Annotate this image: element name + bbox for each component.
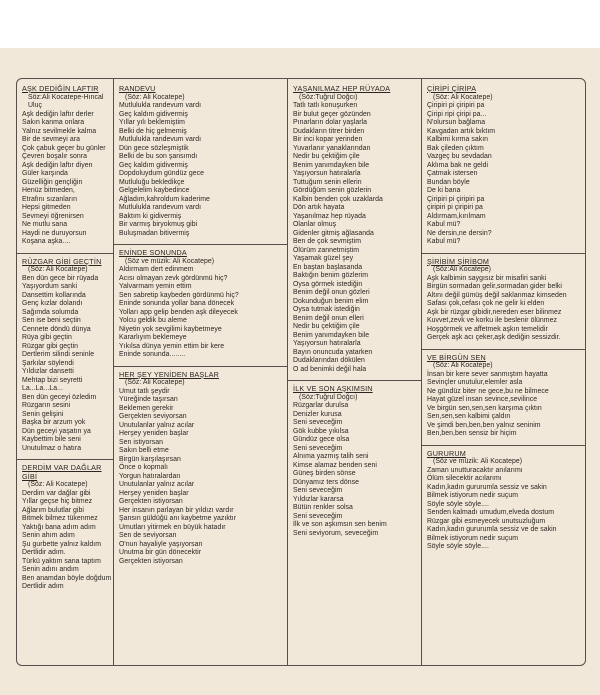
lyric-line: Aşk dediğin laftır derler [22,110,94,118]
song-title: YAŞANILMAZ HEP RÜYADA [293,84,391,93]
song-divider [422,445,585,446]
lyric-line: Sağımda solumda [22,308,79,316]
lyric-line: Hepsi gitmeden [22,204,71,211]
lyric-line: Çiripiri pi çiripiri pa [427,195,485,203]
lyric-line: Nedir bu çektiğim çile [293,323,360,330]
lyric-line: Belki de hiç gelmemiş [119,127,187,135]
lyric-line: Birgün karşılaşırsan [119,455,181,463]
lyric-line: Ölüm silecektir acılarımı [427,475,502,482]
lyric-line: Bayın onuncuda yatarken [293,348,373,356]
lyric-line: Seni seviyorum, seveceğim [293,529,379,537]
lyric-line: Sen de seviyorsan [119,532,177,539]
lyric-line: Kimse alamaz benden seni [293,461,377,469]
lyric-line: Dudakların titrer birden [293,127,365,135]
lyric-line: Rüzgar gibi esmeyecek unutsuzluğum [427,517,546,525]
lyric-line: Gerçekten seviyorsan [119,413,187,420]
lyric-line: Kuvvet,zevk ve korku ile beslenir ölünmez [427,317,557,324]
song-block [119,371,283,567]
lyric-line: Kabul mü? [427,238,461,245]
lyric-line: Senin ahım adım [22,532,75,539]
lyric-line: Unutulmaz o hatıra [22,444,82,452]
lyric-line: Haydi ne duruyorsun [22,229,87,237]
lyric-line: Alnıma yazmış talih seni [293,453,369,460]
lyric-line: Çiripi ripi çiripi pa... [427,110,487,118]
lyric-line: Cennete döndü dünya [22,325,91,333]
lyric-line: Unutulanlar yalnız acılar [119,421,195,429]
lyric-line: Kabul mü? [427,221,461,228]
lyric-line: Oysa tutmak istediğin [293,306,360,313]
lyric-line: İnsan bir kere sever sanmıştım hayatta [427,370,548,378]
song-block [293,385,417,538]
lyric-line: Mutlulukla randevum vardı [119,136,202,143]
song-credit: Söz:Ali Kocatepe-Hıncal Uluç [28,93,104,109]
lyric-line: Mutlulukla randevum vardı [119,102,202,109]
lyric-line: La...La...La... [22,385,63,392]
lyric-line: Dün geceyi yaşatın ya [22,427,91,435]
song-credit: (Söz: Ali Kocatepe) [28,481,88,488]
lyric-line: Belki de bu son şansımdı [119,153,198,160]
top-margin [0,0,600,48]
lyric-line: Ağlarım bulutlar gibi [22,506,84,514]
song-divider [422,349,585,350]
lyric-line: Sakın kanma onlara [22,119,85,126]
lyric-line: Bir inci kopar yerinden [293,136,363,143]
lyric-line: Rüzgarlar durulsa [293,402,349,409]
lyric-line: Senin gelişini [22,410,64,418]
lyric-line: Kararlıyım beklemeye [119,334,187,341]
lyric-line: Aşk dediğin laftır diyen [22,161,93,169]
lyric-line: Bundan böyle [427,178,470,186]
lyric-line: Unutulanlar yalnız acılar [119,481,195,488]
lyric-line: Dertlidir adım [22,583,64,590]
lyric-line: Dertlidir adım. [22,549,66,556]
lyric-line: Kavgadan artık bıktım [427,127,496,135]
lyric-line: Seni seveceğim [293,512,343,520]
column-1 [17,79,113,665]
lyric-line: Sen,sen,sen kalbimi çaldın [427,413,511,420]
lyric-line: Yolcu geldik bu aleme [119,317,187,324]
lyric-line: Çatmak istersen [427,170,478,177]
lyric-line: İlk ve son aşkımsın sen benim [293,521,387,528]
lyric-line: Vazgeç bu sevdadan [427,153,492,160]
lyric-line: Gerçekten istiyorsan [119,557,183,565]
lyric-line: Baktığın benim gözlerim [293,272,369,279]
lyric-line: Yaktığı bana adım adım [22,523,96,531]
lyric-line: Dertlerim silindi seninle [22,351,95,358]
lyric-line: Benim yanımdayken bile [293,161,370,169]
lyric-line: Ben,ben,ben sensiz bir hiçim [427,430,517,437]
lyric-line: Safası çok,cefası çok ne gelir ki elden [427,300,545,307]
lyric-line: Birgün sormadan gelir,sormadan gider belki [427,283,563,290]
lyric-line: Ve şimdi ben,ben,ben yalnız seninim [427,421,541,429]
song-divider [17,459,113,460]
song-block [22,463,112,592]
song-credit: (Söz ve müzik: Ali Kocatepe) [433,458,523,465]
lyric-line: Gerçek aşk acı çeker,aşk dediğin sessizdir. [427,334,561,341]
lyric-line: Benim yanımdayken bile [293,331,370,339]
lyrics-frame [16,78,586,666]
lyric-line: Dansettim kollarında [22,291,86,299]
song-divider [422,253,585,254]
lyric-line: Dünyamız ters dönse [293,478,360,486]
song-credit: (Söz: Ali Kocatepe) [125,93,185,101]
lyric-line: Yalnız sevilmekle kalma [22,127,97,135]
lyric-line: Umutları yitirmek en büyük hatadır [119,523,226,531]
lyric-line: Güzelliğin gençliğin [22,178,83,186]
lyric-line: Şarkılar söylendi [22,359,74,367]
lyric-line: Yaşıyorsun hatıralarla [293,340,361,347]
lyric-line: Yorgun hatıralardan [119,472,181,480]
lyric-line: Acısı olmayan zevk gördünmü hiç? [119,274,228,282]
lyric-line: Bütün renkler solsa [293,504,353,511]
lyric-line: Rüzgar gibi geçtin [22,342,79,350]
lyric-line: Yalvarmam yemin ettim [119,283,192,290]
lyric-line: Bir de sevmeyi ara [22,136,80,143]
lyric-line: Mutluluğu bekledikçe [119,178,185,186]
lyric-line: Tatlı tatlı konuşurken [293,102,358,109]
song-credit: (Söz:Tuğrul Doğcı) [299,93,358,101]
lyric-line: Sakın belli etme [119,447,169,454]
lyric-line: Umut tatlı şeydir [119,387,170,395]
song-block [427,258,581,343]
lyric-line: Herşey yeniden başlar [119,430,189,437]
lyric-line: Bilmek istiyorum nedir suçum [427,534,519,542]
lyric-line: Herşey yeniden başlar [119,489,189,497]
lyric-line: Bilmek istiyorum nedir suçum [427,492,519,499]
lyric-line: Tuttuğum senin ellerin [293,178,362,186]
lyric-line: Önce o kopmalı [119,464,168,471]
lyric-line: N'olursun bağlama [427,119,486,126]
song-title: İLK VE SON AŞKIMSIN [293,384,373,393]
lyric-line: Bak çileden çıktım [427,144,484,152]
song-block [293,85,417,374]
lyric-line: Seni seveceğim [293,419,343,426]
lyric-line: Koşana aşka.... [22,238,71,245]
song-block [22,85,109,247]
lyrics-sheet [0,48,600,695]
lyric-line: Ben dün geceyi özledim [22,393,97,401]
lyric-line: Senden kalmadı umudum,elveda dostum [427,509,555,516]
lyric-line: Kaybettim bile seni [22,436,81,443]
lyric-line: Altını değil gümüş değil saklanmaz kimseden [427,291,567,299]
lyric-line: Kalbin benden çok uzaklarda [293,195,383,203]
lyric-line: Aldırmam,kırılmam [427,212,486,220]
song-title: GURURUM [427,448,466,458]
song-title: RANDEVU [119,84,156,93]
lyric-line: Pınarların dolar yaşlarla [293,119,368,126]
lyric-line: Eninde sonunda yollar bana dönecek [119,300,235,307]
song-credit: (Söz:Tuğrul Doğcı) [299,393,358,401]
lyric-line: Dokunduğun benim elim [293,297,369,305]
lyric-line: Yıldızlar dansetti [22,368,74,375]
song-title: VE BİRGÜN SEN [427,352,486,362]
lyric-line: Oysa görmek istediğin [293,280,363,288]
song-block [22,258,109,454]
song-credit: (Söz: Ali Kocatepe) [433,362,493,369]
column-3 [287,79,421,665]
lyric-line: Yuvarlanır yanaklarından [293,144,371,152]
song-title: RÜZGAR GİBİ GEÇTİN [22,256,102,266]
lyric-line: Şu gurbette yalnız kaldım [22,540,102,548]
lyric-line: Ben de çok sevmiştim [293,238,362,245]
lyric-line: Hayat güzel insan sevince,sevilince [427,396,538,403]
lyric-line: Kadın,kadın gururumla sessiz ve sakin [427,483,547,491]
lyric-line: Aldırmam dert edinmem [119,266,194,273]
lyric-line: Dudaklarından dökülen [293,357,365,364]
lyric-line: Geç kaldım gidivermiş [119,110,188,118]
lyric-line: Söyle söyle söyle.... [427,543,489,550]
song-title: AŞK DEDİĞİN LAFTIR [22,84,99,93]
lyric-line: Seni seveceğim [293,487,343,494]
lyric-line: Yıldızlar kararsa [293,495,344,503]
lyric-line: O'nun hayaliyle yaşıyorsan [119,540,203,548]
lyric-line: Mutlulukla randevum vardı [119,204,202,211]
lyric-line: Mehtap bizi seyretti [22,376,83,384]
lyric-line: Ne mutlu sana [22,221,68,228]
lyric-line: Bir bulut geçer gözünden [293,110,371,118]
lyric-line: Her insanın parlayan bir yıldızı vardır [119,506,234,514]
lyric-line: O ad benimki değil hala [293,365,367,373]
lyric-line: Yaşıyordum sanki [22,283,78,290]
song-credit: (Söz: Ali Kocatepe) [28,266,88,273]
song-credit: (Söz:Ali Kocatepe) [433,266,491,273]
lyric-line: Henüz bitmeden, [22,187,75,194]
lyric-line: Çevren boşalır sonra [22,153,87,160]
lyric-line: Dopdoluydum gündüz gece [119,170,205,177]
lyric-line: Derdim var dağlar gibi [22,489,91,497]
lyric-line: Yaşanılmaz hep rüyada [293,212,366,220]
lyric-line: Sen istiyorsan [119,438,163,446]
lyric-line: Benim değil onun elleri [293,314,364,322]
lyric-line: çiripiri pi çiripiri pa [427,204,483,211]
lyric-line: Dön artık hayata [293,204,345,211]
song-divider [114,244,287,245]
lyric-line: Çiripiri pi çiripiri pa [427,102,485,109]
lyric-line: Çok çabuk geçer bu günler [22,144,106,152]
lyric-line: Yüreğinde taşırsan [119,396,178,403]
lyric-line: Buluşmadan bitivermiş [119,229,190,237]
song-credit: (Söz: Ali Kocatepe) [433,93,493,101]
lyric-line: Zaman unutturacaktır anılarımı [427,466,523,474]
lyric-line: Genç kızlar dolandı [22,300,83,307]
lyric-line: Gerçekten istiyorsan [119,498,183,505]
lyric-line: Gördüğüm senin gözlerin [293,187,372,194]
lyric-line: Sevmeyi öğrenirsen [22,212,84,220]
lyric-line: Güneş birden sönse [293,470,356,477]
lyric-line: Geç kaldım gidivermiş [119,161,188,169]
song-block [427,450,581,552]
lyric-line: Unutma bir gün dönecektir [119,549,202,556]
lyric-line: Sen ise beni seçtin [22,317,81,324]
lyric-line: Dün gece sözleşmiştik [119,144,189,152]
column-4 [421,79,585,665]
lyric-line: Etrafını sızanların [22,195,77,203]
lyric-line: Rüya gibi geçtin [22,334,72,341]
lyric-line: Gidenler gitmiş ağlasanda [293,229,374,237]
lyric-line: Kadın,kadın gururumla sessiz ve de sakin [427,526,557,533]
lyric-line: En baştan başlasanda [293,263,363,271]
lyric-line: Gök kubbe yıkılsa [293,427,349,435]
lyric-line: Gelgelelim kaybedince [119,187,190,194]
song-divider [114,366,287,367]
song-title: HER ŞEY YENİDEN BAŞLAR [119,369,220,379]
lyric-line: Başka bir arzum yok [22,419,86,426]
column-2 [113,79,287,665]
lyric-line: Ne gündüz biter ne gece,bu ne bilmece [427,387,549,395]
song-title: ENİNDE SONUNDA [119,248,187,257]
lyric-line: Olanlar olmuş [293,221,337,228]
song-block [427,85,581,247]
song-title: ŞİRİBİM ŞİRİBOM [427,256,490,266]
lyric-line: Sen sabretip kaybeden gördünmü hiç? [119,291,239,299]
song-divider [17,253,113,254]
lyric-line: Yaşamak güzel şey [293,255,354,262]
lyric-line: Denizler kurusa [293,410,342,418]
lyric-line: Yıkılsa dünya yemin ettim bir kere [119,342,225,350]
lyric-line: Ölürüm zannetmiştim [293,246,360,254]
lyric-line: Senin adını andım [22,566,79,573]
lyric-line: Hoşgörmek ve affetmek aşkın temelidir [427,325,548,333]
lyric-line: Bitmek bilmez tükenmez [22,515,98,522]
lyric-line: Eninde sonunda........ [119,351,186,358]
lyric-line: Rüzgarın sesini [22,402,71,409]
lyric-line: Baktım ki gidivermiş [119,212,182,220]
lyric-line: De ki bana [427,187,461,194]
song-block [119,85,283,238]
lyric-line: Yıllar yılı beklemiştim [119,119,185,126]
lyric-line: Niyetin yok sevgilimi kaybetmeye [119,325,222,333]
lyric-line: Aşk kalbimin saygısız bir misafiri sanki [427,274,547,282]
song-divider [288,380,421,381]
lyric-line: Gündüz gece olsa [293,436,350,443]
lyric-line: Bir varmış biryokmuş gibi [119,221,198,228]
lyric-line: Söyle söyle söyle.... [427,500,489,508]
lyric-line: Güler karşında [22,170,68,177]
lyric-line: Beklemen gerekir [119,404,174,412]
lyric-line: Şansın güldüğü anı kaybetme yazıktır [119,515,237,522]
song-block [119,249,283,360]
lyric-line: Ne dersin,ne dersin? [427,229,492,237]
lyric-line: Yolları app gelip benden aşk dileyecek [119,308,238,316]
lyric-line: Ben dün gece bir rüyada [22,274,99,282]
lyric-line: Aşk bir rüzgar gibidir,nereden eser bilinmez [427,308,562,316]
song-title: DERDİM VAR DAĞLAR GİBİ [22,463,102,481]
song-title: ÇİRİPİ ÇİRİPA [427,84,477,93]
lyric-line: Benim değil onun gözleri [293,289,370,296]
lyric-line: Kalbimi kırma sakın [427,136,489,143]
lyric-line: Ve birgün sen,sen,sen karşıma çıktın [427,404,542,412]
lyric-line: Ağladım,kahroldum kaderime [119,195,210,203]
song-block [427,354,581,439]
lyric-line: Aklıma bak ne geldi [427,161,489,169]
lyric-line: Ben anamdan böyle doğdum [22,574,112,582]
lyric-line: Türkü yaktım sana taptım [22,557,101,565]
lyric-line: Seni seveceğim [293,444,343,452]
lyric-line: Yıllar geçse hiç bitmez [22,498,93,505]
lyric-line: Yaşıyorsun hatıralarla [293,170,361,177]
lyric-line: Nedir bu çektiğim çile [293,153,360,160]
song-credit: (Söz ve müzik: Ali Kocatepe) [125,257,215,265]
song-credit: (Söz: Ali Kocatepe) [125,379,185,386]
lyric-line: Sevinçler unutulur,elemler asla [427,379,523,386]
